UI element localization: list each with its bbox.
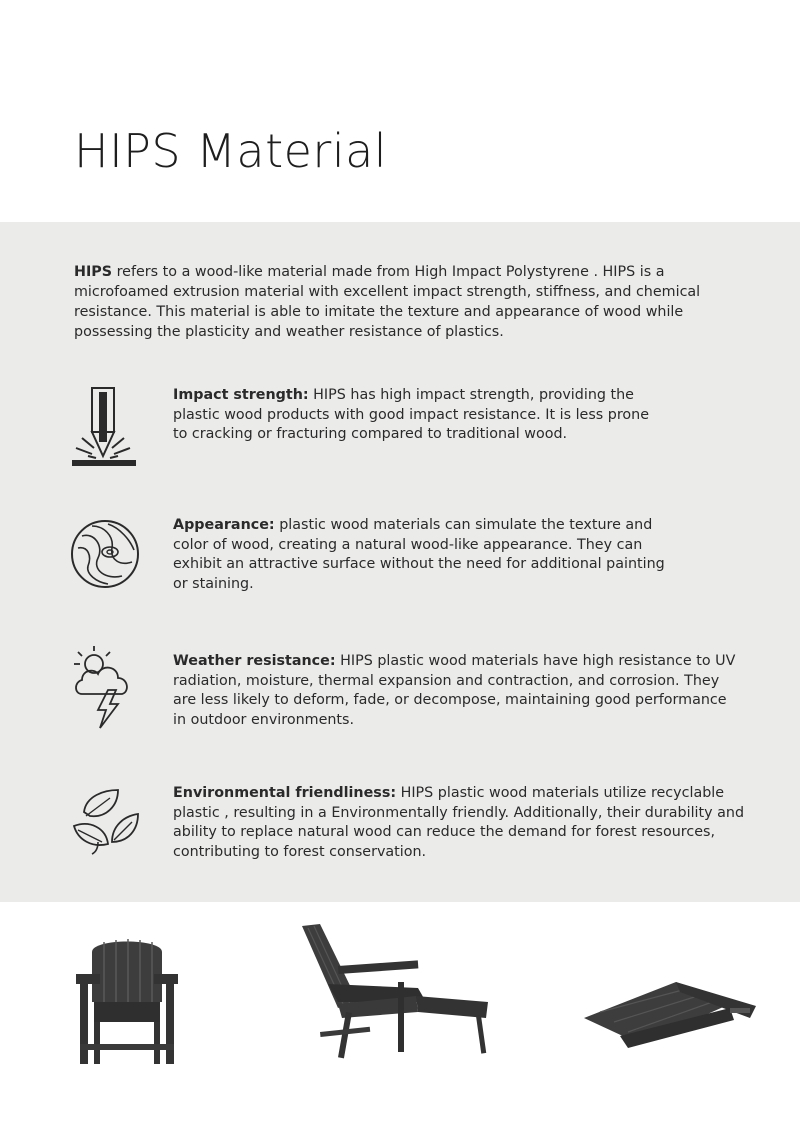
page-title: HIPS Material — [74, 124, 388, 178]
intro-paragraph — [74, 262, 754, 342]
chair-folded-image — [580, 978, 760, 1052]
leaves-icon — [68, 782, 142, 872]
feature-heading: Appearance: — [173, 517, 275, 533]
wood-grain-icon — [68, 516, 142, 606]
weather-icon — [68, 642, 142, 732]
feature-body: HIPS has high impact strength, providing the plastic wood products with good impact resistance. It is less prone to cracking or fracturing compared to traditional wood. — [173, 387, 650, 442]
feature-text — [173, 386, 653, 445]
chair-footrest-image — [298, 922, 492, 1062]
chair-front-image — [72, 932, 182, 1067]
intro-lead: HIPS — [74, 264, 113, 280]
intro-text: refers to a wood-like material made from High Impact Polystyrene . HIPS is a microfoamed extrusion material with excellent impact strength, stiffness, and chemical resistance. This material is able to imitate the texture and appearance of wood while possessing the plasticity and weather resistance of plastics. — [74, 264, 701, 340]
product-photos — [0, 902, 800, 1131]
feature-text — [173, 652, 743, 730]
feature-heading: Impact strength: — [173, 387, 309, 403]
feature-text — [173, 784, 753, 862]
feature-body: plastic wood materials can simulate the texture and color of wood, creating a natural wood-like appearance. They can exhibit an attractive surface without the need for additional painting or staining. — [173, 517, 665, 592]
feature-text — [173, 516, 673, 594]
feature-body: HIPS plastic wood materials utilize recyclable plastic , resulting in a Environmentally friendly. Additionally, their durability and ability to replace natural wood can reduce the demand for forest resources, contributing to forest conservation. — [173, 785, 745, 860]
feature-heading: Environmental friendliness: — [173, 785, 397, 801]
feature-body: HIPS plastic wood materials have high resistance to UV radiation, moisture, thermal expansion and contraction, and corrosion. They are less likely to deform, fade, or decompose, maintaining good performance in outdoor environments. — [173, 653, 736, 728]
feature-heading: Weather resistance: — [173, 653, 336, 669]
impact-icon — [68, 386, 142, 476]
material-info-panel — [0, 222, 800, 902]
